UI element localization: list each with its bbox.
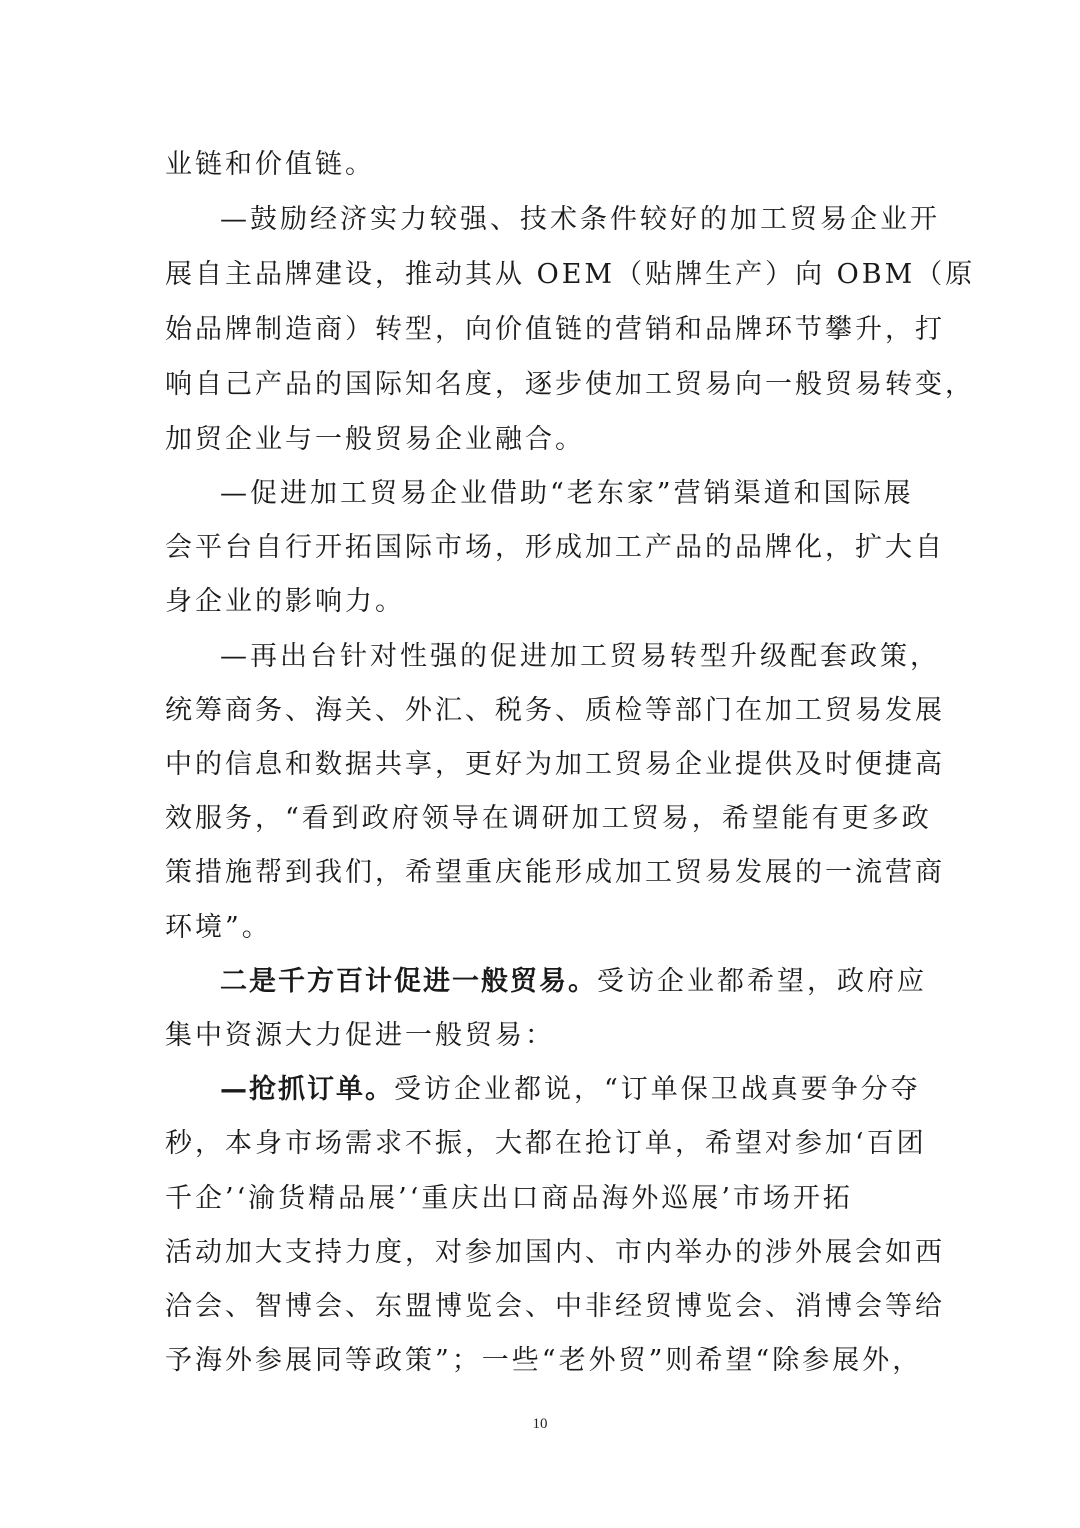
text-span: 受访企业都希望，政府应 [597,966,927,997]
section-heading: 二是千方百计促进一般贸易。 [220,966,597,997]
text-line: 展自主品牌建设，推动其从 OEM（贴牌生产）向 OBM（原 [165,259,976,290]
text-line: 环境”。 [165,912,272,943]
text-line: 秒，本身市场需求不振，大都在抢订单，希望对参加‘百团 [165,1128,927,1159]
subsection-heading: —抢抓订单。 [220,1074,394,1105]
text-line: —再出台针对性强的促进加工贸易转型升级配套政策， [220,641,940,672]
text-line: 身企业的影响力。 [165,586,405,617]
text-line [220,962,925,1002]
text-line: 始品牌制造商）转型，向价值链的营销和品牌环节攀升，打 [165,314,945,345]
text-line: —促进加工贸易企业借助“老东家”营销渠道和国际展 [220,478,914,509]
text-line [220,1070,925,1110]
text-line: 加贸企业与一般贸易企业融合。 [165,424,585,455]
text-line: 效服务，“看到政府领导在调研加工贸易，希望能有更多政 [165,803,932,834]
text-line: 统筹商务、海关、外汇、税务、质检等部门在加工贸易发展 [165,695,945,726]
text-line: 千企’‘渝货精品展’‘重庆出口商品海外巡展’市场开拓 [165,1183,853,1214]
text-line: 策措施帮到我们，希望重庆能形成加工贸易发展的一流营商 [165,857,945,888]
page-number: 10 [532,1416,548,1432]
text-span: 受访企业都说，“订单保卫战真要争分夺 [394,1074,921,1105]
text-line: 予海外参展同等政策”；一些“老外贸”则希望“除参展外， [165,1345,923,1376]
text-line: 活动加大支持力度，对参加国内、市内举办的涉外展会如西 [165,1237,945,1268]
text-line: 响自己产品的国际知名度，逐步使加工贸易向一般贸易转变， [165,369,975,400]
text-line: 会平台自行开拓国际市场，形成加工产品的品牌化，扩大自 [165,532,945,563]
text-line: 集中资源大力促进一般贸易： [165,1020,555,1051]
text-line: 洽会、智博会、东盟博览会、中非经贸博览会、消博会等给 [165,1291,945,1322]
text-line: —鼓励经济实力较强、技术条件较好的加工贸易企业开 [220,204,940,235]
text-line: 业链和价值链。 [165,149,375,180]
text-line: 中的信息和数据共享，更好为加工贸易企业提供及时便捷高 [165,749,945,780]
